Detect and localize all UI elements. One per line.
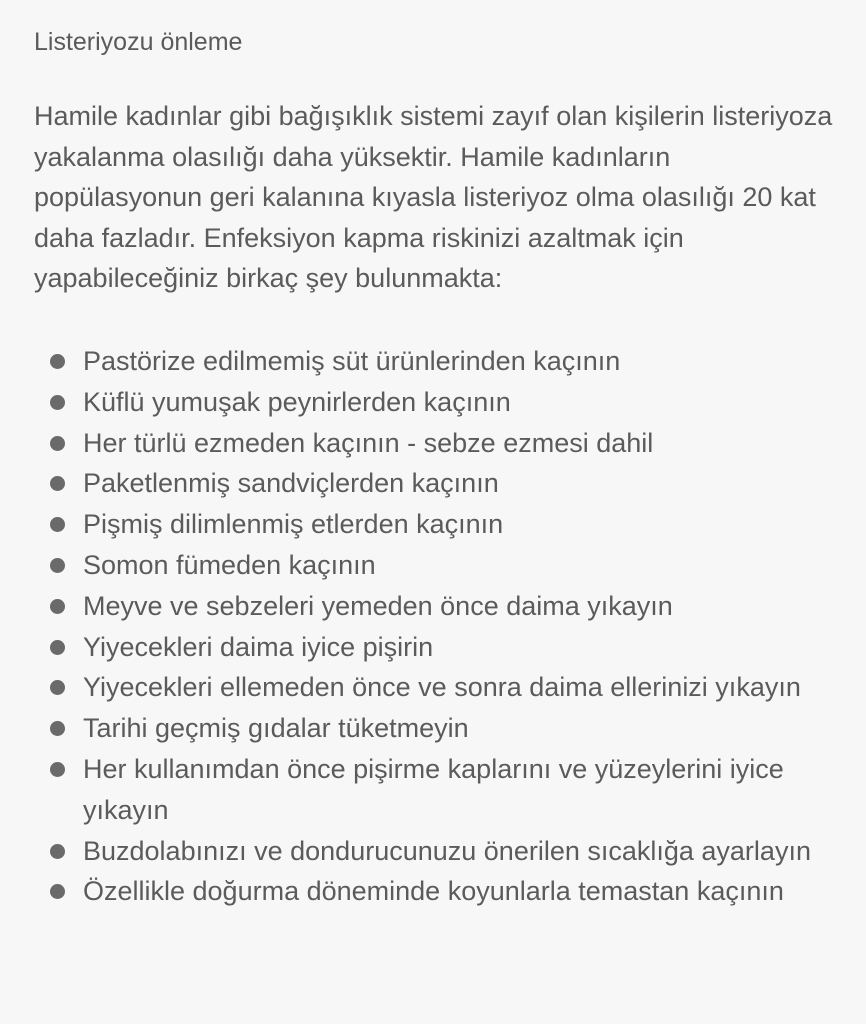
list-item-text: Özellikle doğurma döneminde koyunlarla temastan kaçının bbox=[83, 876, 784, 907]
bullet-dot-icon bbox=[50, 517, 65, 532]
list-item-text: Küflü yumuşak peynirlerden kaçının bbox=[83, 386, 511, 417]
list-item bbox=[34, 708, 838, 749]
bullet-dot-icon bbox=[50, 721, 65, 736]
list-item bbox=[34, 545, 838, 586]
list-item-text: Her kullanımdan önce pişirme kaplarını ve yüzeylerini iyice yıkayın bbox=[83, 753, 784, 825]
bullet-dot-icon bbox=[50, 640, 65, 655]
bullet-dot-icon bbox=[50, 599, 65, 614]
list-item bbox=[34, 871, 838, 912]
list-item-text: Somon fümeden kaçının bbox=[83, 549, 376, 580]
list-item-text: Yiyecekleri daima iyice pişirin bbox=[83, 631, 434, 662]
list-item bbox=[34, 382, 838, 423]
bullet-dot-icon bbox=[50, 436, 65, 451]
list-item bbox=[34, 463, 838, 504]
section-title: Listeriyozu önleme bbox=[34, 28, 243, 56]
bullet-dot-icon bbox=[50, 476, 65, 491]
list-item bbox=[34, 831, 838, 872]
list-item bbox=[34, 504, 838, 545]
bullet-dot-icon bbox=[50, 844, 65, 859]
list-item-text: Pastörize edilmemiş süt ürünlerinden kaçının bbox=[83, 345, 621, 376]
bullet-dot-icon bbox=[50, 558, 65, 573]
list-item bbox=[34, 749, 838, 831]
list-item-text: Her türlü ezmeden kaçının - sebze ezmesi dahil bbox=[83, 427, 654, 458]
list-item-text: Pişmiş dilimlenmiş etlerden kaçının bbox=[83, 509, 504, 540]
list-item-text: Paketlenmiş sandviçlerden kaçının bbox=[83, 468, 499, 499]
list-item-text: Buzdolabınızı ve dondurucunuzu önerilen sıcaklığa ayarlayın bbox=[83, 835, 811, 866]
list-item bbox=[34, 423, 838, 464]
bullet-dot-icon bbox=[50, 762, 65, 777]
list-item-text: Yiyecekleri ellemeden önce ve sonra daima ellerinizi yıkayın bbox=[83, 672, 801, 703]
intro-paragraph: Hamile kadınlar gibi bağışıklık sistemi zayıf olan kişilerin listeriyoza yakalanma olasılığı daha yüksektir. Hamile kadınların popülasyonun geri kalanına kıyasla listeriyoz olma olasılığı 20 kat daha fazladır. Enfeksiyon kapma riskinizi azaltmak için yapabileceğiniz birkaç şey bulunmakta: bbox=[34, 101, 833, 294]
list-item bbox=[34, 627, 838, 668]
list-item bbox=[34, 341, 838, 382]
bullet-dot-icon bbox=[50, 680, 65, 695]
bullet-dot-icon bbox=[50, 395, 65, 410]
list-item-text: Meyve ve sebzeleri yemeden önce daima yıkayın bbox=[83, 590, 673, 621]
bullet-dot-icon bbox=[50, 354, 65, 369]
list-item bbox=[34, 667, 838, 708]
bullet-dot-icon bbox=[50, 884, 65, 899]
list-item bbox=[34, 586, 838, 627]
list-item-text: Tarihi geçmiş gıdalar tüketmeyin bbox=[83, 713, 469, 744]
prevention-list bbox=[34, 341, 838, 912]
